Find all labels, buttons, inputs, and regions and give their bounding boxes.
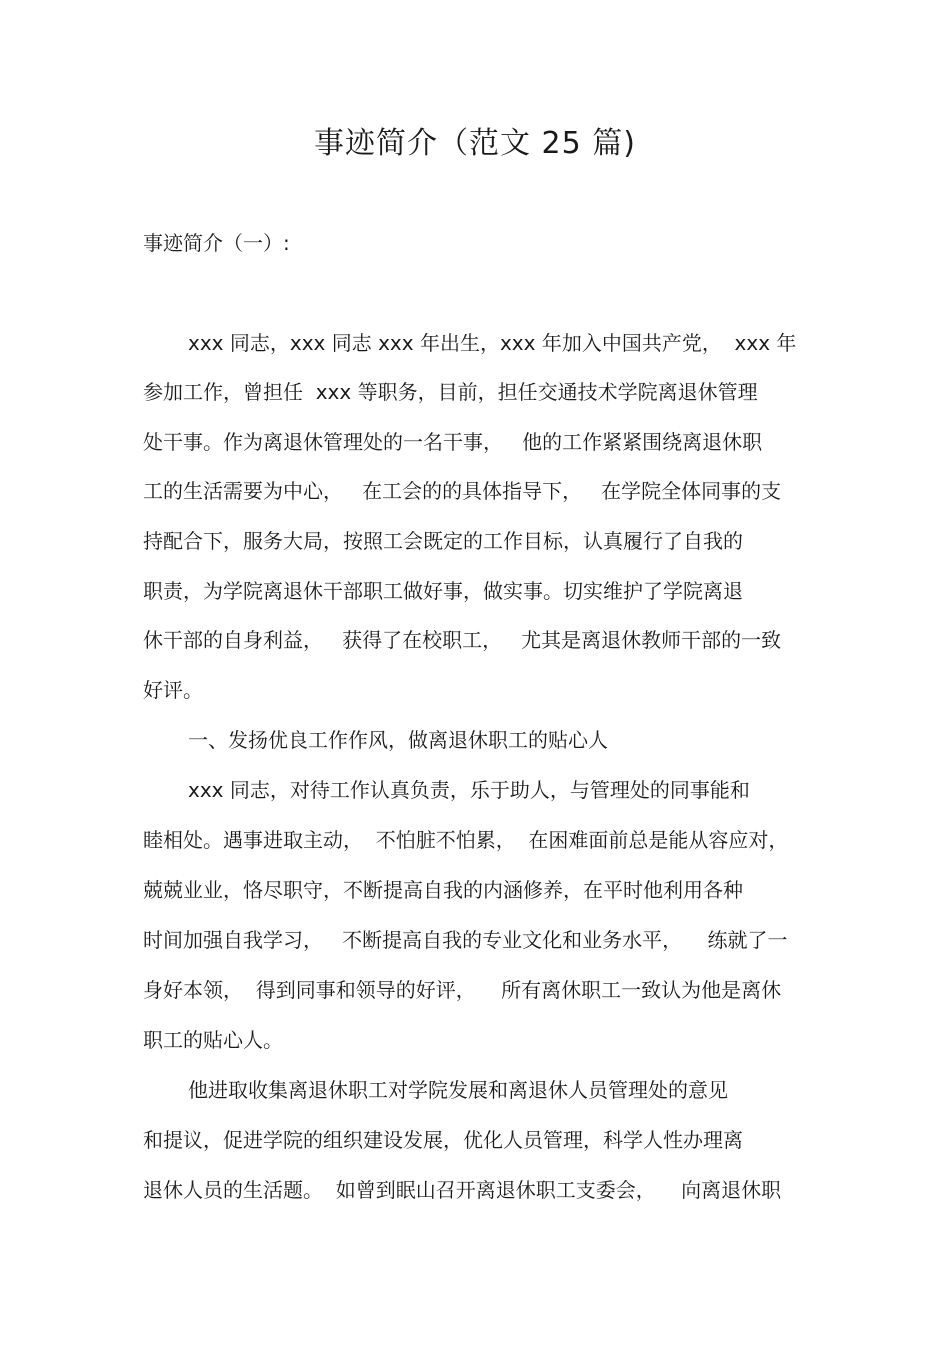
- paragraph-line: 退休人员的生活题。 如曾到眠山召开离退休职工支委会， 向离退休职: [143, 1178, 782, 1202]
- section-heading: 事迹简介（一）:: [143, 231, 290, 255]
- paragraph-line: 他进取收集离退休职工对学院发展和离退休人员管理处的意见: [188, 1078, 728, 1102]
- paragraph-line: 好评。: [143, 678, 203, 702]
- subheading-line: 一、发扬优良工作作风，做离退休职工的贴心人: [188, 728, 608, 752]
- paragraph-line: 兢兢业业，恪尽职守，不断提高自我的内涵修养，在平时他利用各种: [143, 878, 743, 902]
- paragraph-line: 参加工作，曾担任 xxx 等职务，目前，担任交通技术学院离退休管理: [143, 380, 758, 404]
- paragraph-line: 持配合下，服务大局，按照工会既定的工作目标，认真履行了自我的: [143, 529, 743, 553]
- paragraph-line: xxx 同志，xxx 同志 xxx 年出生，xxx 年加入中国共产党， xxx 年: [188, 331, 797, 355]
- paragraph-line: 休干部的自身利益， 获得了在校职工， 尤其是离退休教师干部的一致: [143, 628, 782, 652]
- paragraph-line: 职工的贴心人。: [143, 1028, 283, 1052]
- paragraph-line: 时间加强自我学习， 不断提高自我的专业文化和业务水平， 练就了一: [143, 928, 788, 952]
- document-title: 事迹简介（范文 25 篇): [314, 126, 636, 161]
- paragraph-line: 睦相处。遇事进取主动， 不怕脏不怕累， 在困难面前总是能从容应对，: [143, 828, 789, 852]
- paragraph-line: 工的生活需要为中心， 在工会的的具体指导下， 在学院全体同事的支: [143, 479, 782, 503]
- paragraph-line: 和提议，促进学院的组织建设发展，优化人员管理，科学人性办理离: [143, 1128, 743, 1152]
- paragraph-line: 职责，为学院离退休干部职工做好事，做实事。切实维护了学院离退: [143, 579, 743, 603]
- paragraph-line: 处干事。作为离退休管理处的一名干事， 他的工作紧紧围绕离退休职: [143, 430, 763, 454]
- paragraph-line: 身好本领， 得到同事和领导的好评， 所有离休职工一致认为他是离休: [143, 978, 782, 1002]
- paragraph-line: xxx 同志，对待工作认真负责，乐于助人，与管理处的同事能和: [188, 778, 750, 802]
